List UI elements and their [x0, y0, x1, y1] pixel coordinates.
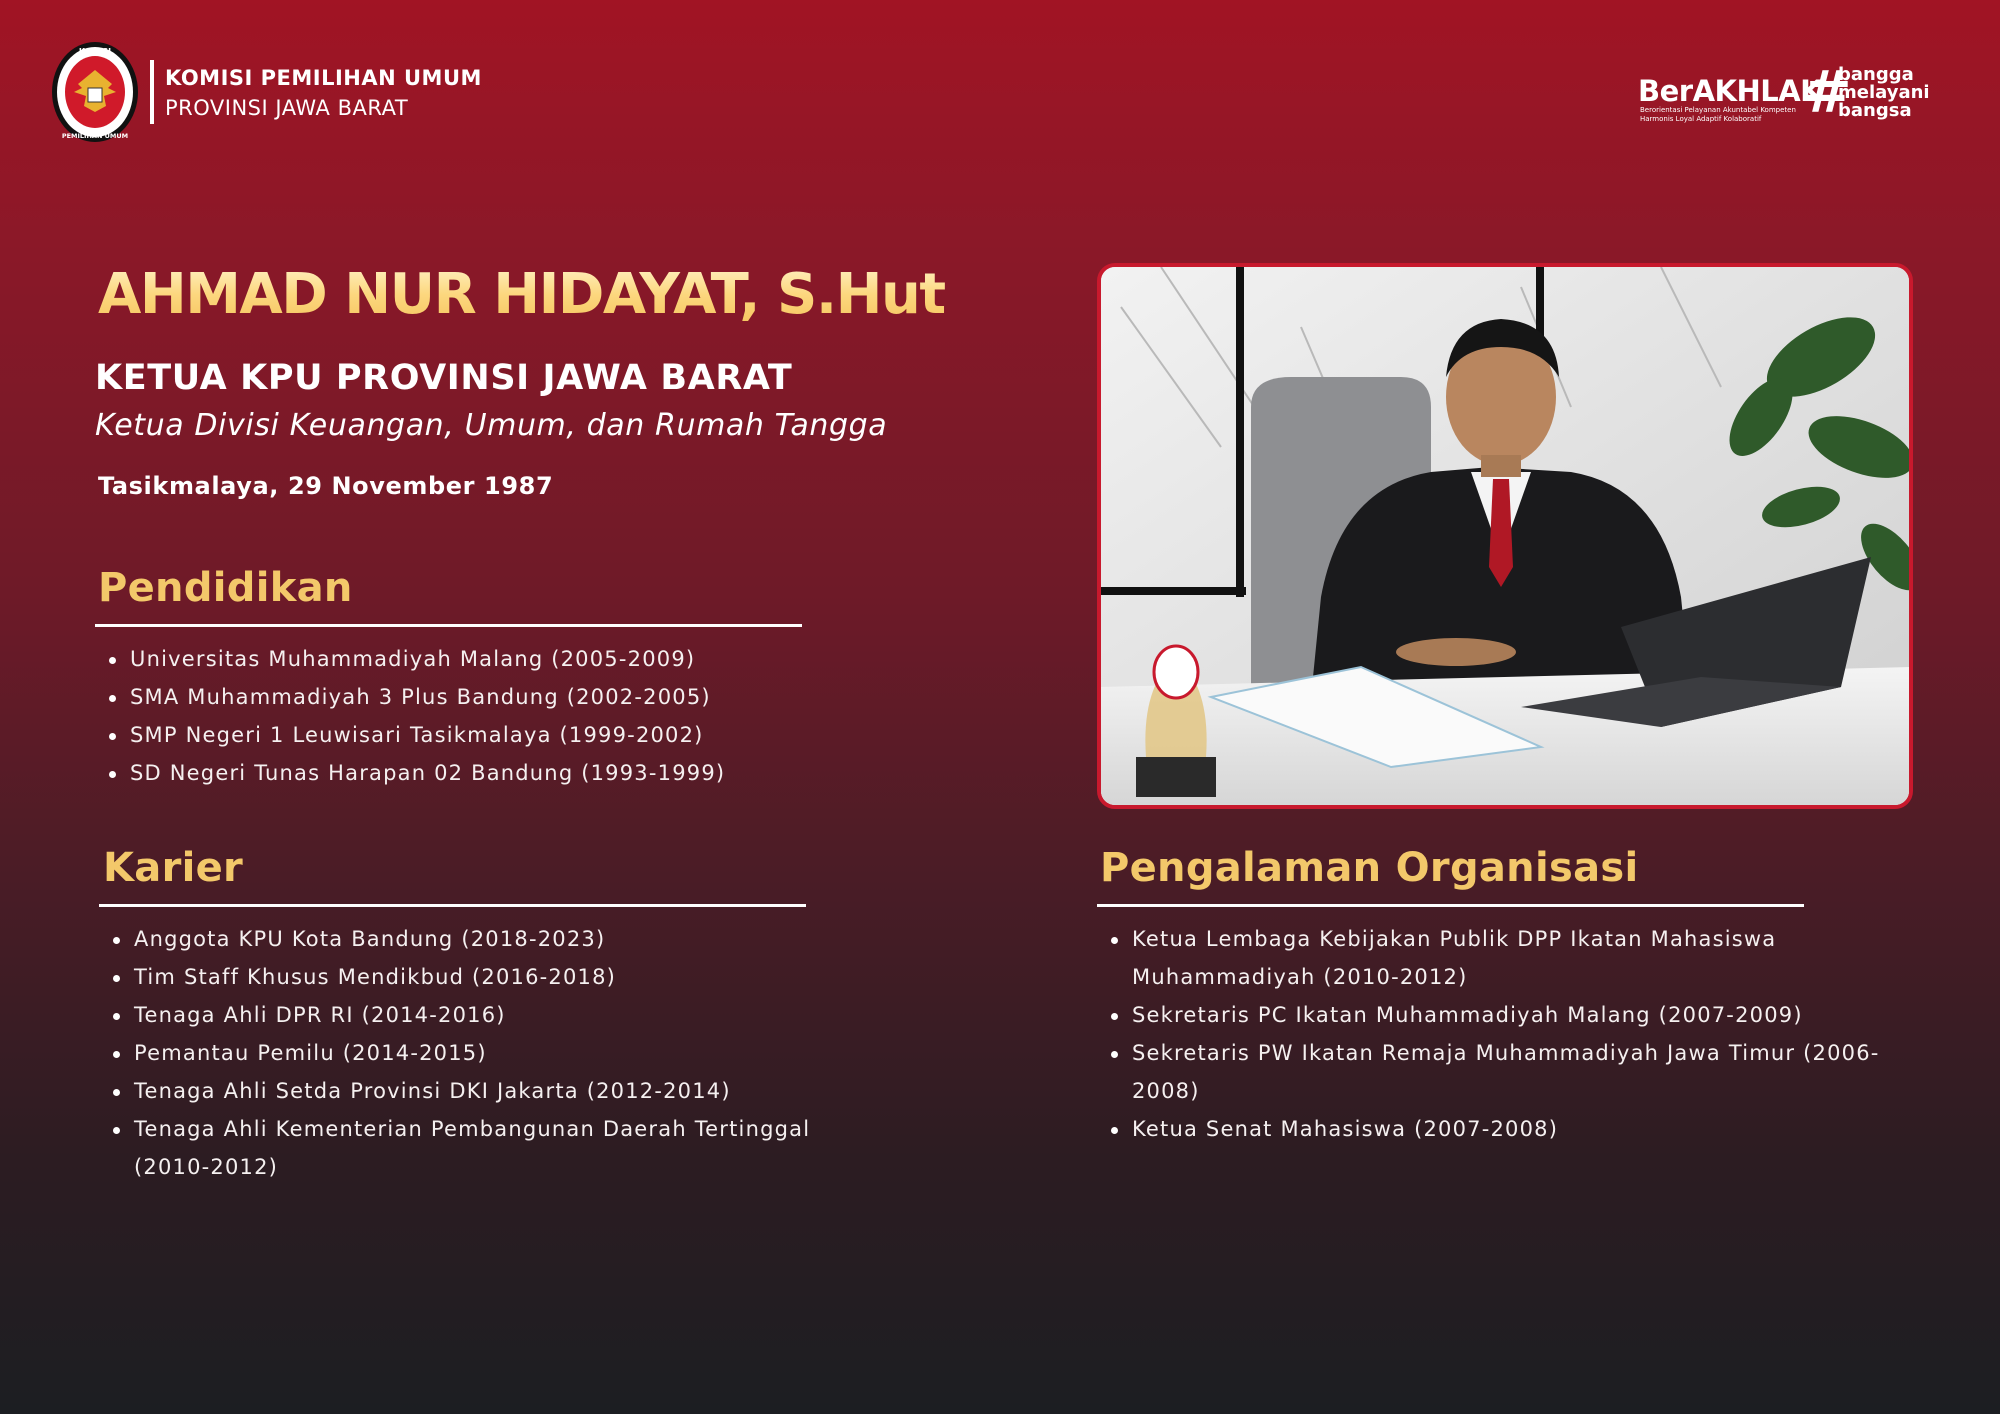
- list-item: Pemantau Pemilu (2014-2015): [102, 1034, 852, 1072]
- person-name: AHMAD NUR HIDAYAT, S.Hut: [98, 262, 945, 327]
- person-position: KETUA KPU PROVINSI JAWA BARAT: [95, 358, 793, 398]
- list-item: Tenaga Ahli DPR RI (2014-2016): [102, 996, 852, 1034]
- kpu-logo: [50, 40, 140, 144]
- organization-list: [1100, 920, 1920, 1148]
- org-name-line1: KOMISI PEMILIHAN UMUM: [165, 66, 482, 90]
- education-title: Pendidikan: [98, 565, 353, 611]
- berakhlak-subtitle-1: Berorientasi Pelayanan Akuntabel Kompeten: [1640, 106, 1796, 114]
- career-title: Karier: [103, 845, 244, 891]
- hashtag-icon: #: [1803, 58, 1852, 126]
- list-item: SMA Muhammadiyah 3 Plus Bandung (2002-2005): [98, 678, 798, 716]
- list-item: Tenaga Ahli Kementerian Pembangunan Daerah Tertinggal (2010-2012): [102, 1110, 852, 1186]
- berakhlak-logo: [1638, 60, 1928, 124]
- list-item: Ketua Senat Mahasiswa (2007-2008): [1100, 1110, 1920, 1148]
- logo-text-bottom: PEMILIHAN UMUM: [61, 132, 129, 140]
- person-division: Ketua Divisi Keuangan, Umum, dan Rumah Tangga: [95, 408, 888, 443]
- person-birth: Tasikmalaya, 29 November 1987: [98, 472, 554, 500]
- list-item: SMP Negeri 1 Leuwisari Tasikmalaya (1999-2002): [98, 716, 798, 754]
- list-item: Tim Staff Khusus Mendikbud (2016-2018): [102, 958, 852, 996]
- list-item: SD Negeri Tunas Harapan 02 Bandung (1993-1999): [98, 754, 798, 792]
- list-item: Sekretaris PW Ikatan Remaja Muhammadiyah Jawa Timur (2006-2008): [1100, 1034, 1920, 1110]
- organization-divider: [1097, 904, 1804, 907]
- header-divider: [150, 60, 154, 124]
- list-item: Anggota KPU Kota Bandung (2018-2023): [102, 920, 852, 958]
- education-list: [98, 640, 798, 792]
- list-item: Sekretaris PC Ikatan Muhammadiyah Malang (2007-2009): [1100, 996, 1920, 1034]
- logo-text-top: KOMISI: [78, 47, 112, 56]
- list-item: Ketua Lembaga Kebijakan Publik DPP Ikatan Mahasiswa Muhammadiyah (2010-2012): [1100, 920, 1920, 996]
- berakhlak-subtitle-2: Harmonis Loyal Adaptif Kolaboratif: [1640, 115, 1762, 123]
- org-name-line2: PROVINSI JAWA BARAT: [165, 96, 409, 120]
- career-list: [102, 920, 852, 1186]
- career-divider: [99, 904, 806, 907]
- list-item: Universitas Muhammadiyah Malang (2005-2009): [98, 640, 798, 678]
- list-item: Tenaga Ahli Setda Provinsi DKI Jakarta (2012-2014): [102, 1072, 852, 1110]
- berakhlak-word: BerAKHLAK: [1638, 74, 1823, 108]
- profile-photo: [1097, 263, 1913, 809]
- berakhlak-tagline: bangga melayani bangsa: [1838, 64, 1930, 121]
- organization-title: Pengalaman Organisasi: [1100, 845, 1639, 891]
- education-divider: [95, 624, 802, 627]
